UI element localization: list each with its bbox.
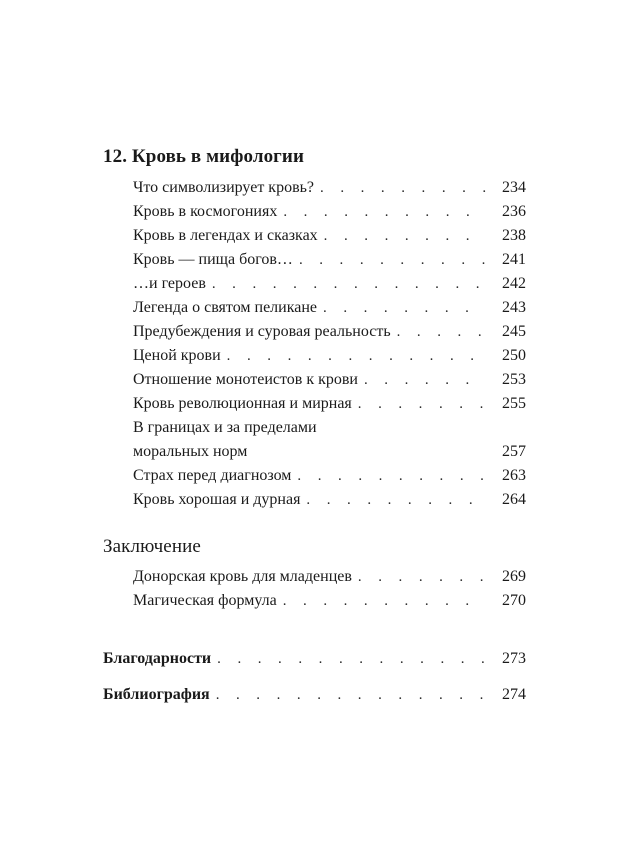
dot-leader [364, 368, 486, 392]
toc-entry [133, 272, 526, 296]
dot-leader [306, 488, 486, 512]
dot-leader [283, 200, 486, 224]
toc-entry-title: Ценой крови [133, 347, 221, 364]
toc-entry [133, 200, 526, 224]
toc-entry-page: 242 [502, 275, 526, 292]
dot-leader [227, 344, 486, 368]
acknowledgements-title: Благодарности [103, 650, 212, 667]
toc-entry-page: 241 [502, 251, 526, 268]
bibliography-page: 274 [502, 686, 526, 703]
toc-entry-title: Кровь в легендах и сказках [133, 227, 318, 244]
toc-entry-page: 264 [502, 491, 526, 508]
toc-entry-title: Кровь хорошая и дурная [133, 491, 301, 508]
dot-leader [358, 565, 486, 589]
dot-leader [323, 296, 486, 320]
toc-entry [133, 464, 526, 488]
chapter-12-title: 12. Кровь в мифологии [103, 146, 305, 167]
toc-entry [133, 392, 526, 416]
toc-entry-page: 257 [502, 443, 526, 460]
toc-entry-title: Магическая формула [133, 592, 277, 609]
toc-entry [133, 368, 526, 392]
toc-entry [133, 296, 526, 320]
toc-entry-page: 270 [502, 592, 526, 609]
toc-entry-title: Отношение монотеистов к крови [133, 371, 358, 388]
toc-entry-page: 238 [502, 227, 526, 244]
toc-entry [133, 344, 526, 368]
toc-entry-title: Страх перед диагнозом [133, 467, 292, 484]
toc-entry-page: 253 [502, 371, 526, 388]
bibliography-title: Библиография [103, 686, 210, 703]
conclusion-entries [133, 565, 526, 613]
toc-entry [133, 224, 526, 248]
toc-entry-title: моральных норм [133, 443, 248, 460]
dot-leader [299, 248, 486, 272]
toc-entry-title: Кровь в космогониях [133, 203, 278, 220]
toc-entry-title: Что символизирует кровь? [133, 179, 315, 196]
acknowledgements-entry [103, 647, 526, 671]
toc-entry-title: Легенда о святом пеликане [133, 299, 318, 316]
toc-entry-page: 255 [502, 395, 526, 412]
toc-entry-page: 269 [502, 568, 526, 585]
dot-leader [324, 224, 486, 248]
acknowledgements-page: 273 [502, 650, 526, 667]
dot-leader [212, 272, 486, 296]
toc-entry-page: 245 [502, 323, 526, 340]
toc-entry [133, 488, 526, 512]
toc-entry-title: …и героев [133, 275, 206, 292]
toc-entry-page: 234 [502, 179, 526, 196]
dot-leader [217, 647, 486, 671]
dot-leader [358, 392, 486, 416]
toc-entry-title: Предубеждения и суровая реальность [133, 323, 391, 340]
dot-leader [320, 176, 486, 200]
toc-entry [133, 416, 526, 464]
toc-entry [133, 565, 526, 589]
dot-leader [216, 683, 486, 707]
dot-leader [397, 320, 486, 344]
toc-entry [133, 248, 526, 272]
toc-entry-title: Кровь — пища богов… [133, 251, 293, 268]
dot-leader [283, 589, 486, 613]
toc-entry-page: 250 [502, 347, 526, 364]
dot-leader [297, 464, 486, 488]
chapter-12-entries [133, 176, 526, 512]
bibliography-entry [103, 683, 526, 707]
toc-entry-page: 263 [502, 467, 526, 484]
toc-entry-page: 243 [502, 299, 526, 316]
toc-entry [133, 176, 526, 200]
toc-entry-title-line1: В границах и за пределами [133, 419, 317, 436]
conclusion-title: Заключение [103, 536, 201, 557]
toc-entry-page: 236 [502, 203, 526, 220]
toc-entry-title: Кровь революционная и мирная [133, 395, 352, 412]
toc-entry [133, 589, 526, 613]
toc-entry [133, 320, 526, 344]
toc-entry-title: Донорская кровь для младенцев [133, 568, 352, 585]
